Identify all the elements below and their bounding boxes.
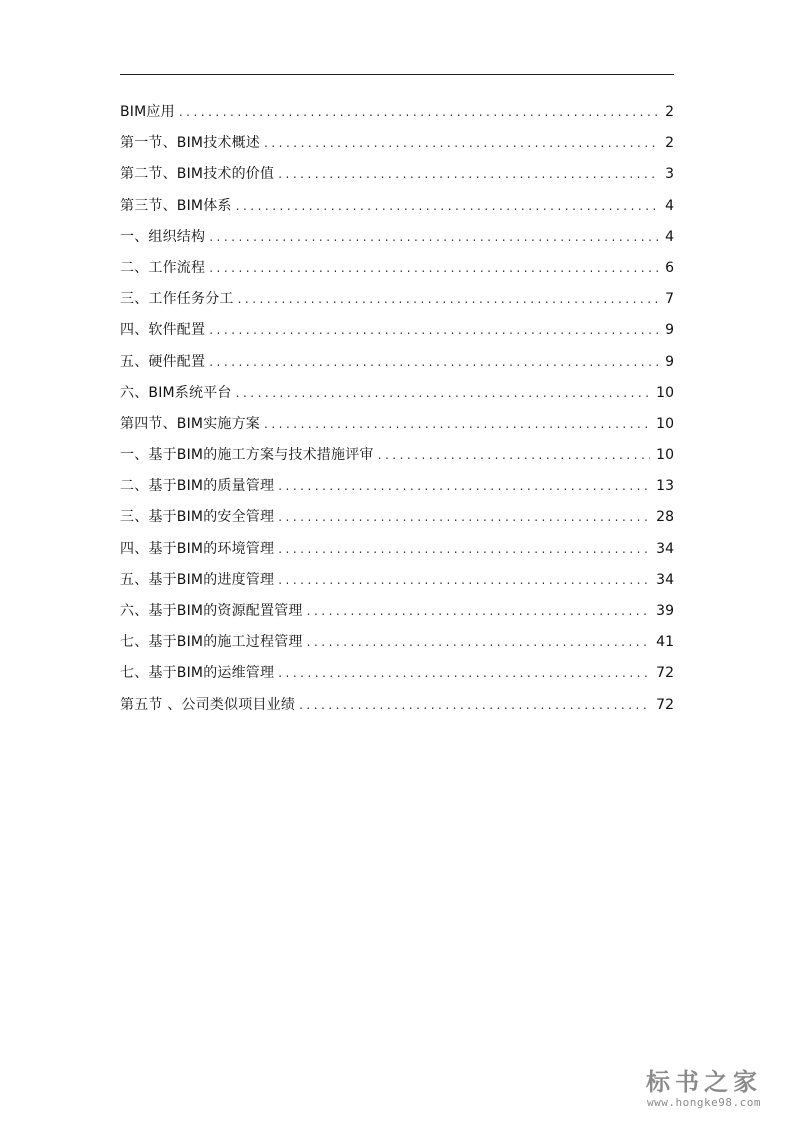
toc-entry-page: 3 — [665, 166, 674, 183]
toc-entry-title: 一、基于BIM的施工方案与技术措施评审 — [120, 447, 374, 464]
toc-entry-title: 二、工作流程 — [120, 259, 206, 276]
toc-entry-page: 6 — [665, 259, 674, 276]
table-of-contents — [120, 98, 674, 722]
toc-entry[interactable] — [120, 348, 674, 379]
toc-dot-leader — [264, 410, 650, 438]
toc-dot-leader — [278, 472, 650, 500]
toc-dot-leader — [209, 348, 658, 376]
toc-entry[interactable] — [120, 98, 674, 129]
toc-dot-leader — [299, 691, 650, 719]
toc-entry-title: 四、基于BIM的环境管理 — [120, 540, 275, 557]
toc-dot-leader — [307, 628, 651, 656]
toc-entry-page: 28 — [656, 509, 674, 526]
toc-dot-leader — [278, 566, 650, 594]
toc-entry[interactable] — [120, 535, 674, 566]
toc-entry[interactable] — [120, 379, 674, 410]
toc-entry-page: 72 — [656, 696, 674, 713]
toc-dot-leader — [307, 597, 651, 625]
toc-dot-leader — [378, 441, 651, 469]
toc-entry-title: 四、软件配置 — [120, 322, 206, 339]
toc-entry[interactable] — [120, 129, 674, 160]
toc-entry[interactable] — [120, 316, 674, 347]
toc-entry-page: 41 — [656, 634, 674, 651]
toc-entry[interactable] — [120, 659, 674, 690]
toc-entry-page: 39 — [656, 603, 674, 619]
toc-entry-page: 10 — [656, 384, 674, 401]
toc-entry-page: 10 — [656, 447, 674, 464]
toc-dot-leader — [179, 98, 658, 126]
toc-dot-leader — [209, 223, 658, 251]
watermark-logo: 标书之家 — [646, 1067, 762, 1096]
toc-entry-page: 2 — [665, 104, 674, 120]
toc-entry-title: 六、基于BIM的资源配置管理 — [120, 603, 303, 619]
toc-dot-leader — [236, 192, 658, 220]
toc-entry[interactable] — [120, 285, 674, 316]
toc-entry-title: 第四节、BIM实施方案 — [120, 415, 261, 432]
toc-dot-leader — [209, 316, 658, 344]
toc-entry[interactable] — [120, 566, 674, 597]
toc-dot-leader — [209, 254, 658, 282]
toc-entry[interactable] — [120, 628, 674, 659]
toc-entry[interactable] — [120, 160, 674, 191]
toc-entry-title: 第三节、BIM体系 — [120, 197, 232, 214]
toc-entry[interactable] — [120, 192, 674, 223]
toc-entry-title: 六、BIM系统平台 — [120, 384, 232, 401]
toc-entry-page: 4 — [665, 228, 674, 245]
toc-entry[interactable] — [120, 472, 674, 503]
toc-entry[interactable] — [120, 441, 674, 472]
header-rule — [120, 74, 674, 75]
toc-entry-title: 第二节、BIM技术的价值 — [120, 166, 275, 183]
watermark-url: www.hongke98.com — [647, 1096, 761, 1109]
toc-entry-title: 三、基于BIM的安全管理 — [120, 509, 275, 526]
toc-entry-title: 五、硬件配置 — [120, 353, 206, 370]
toc-entry[interactable] — [120, 691, 674, 722]
toc-entry-page: 9 — [665, 353, 674, 370]
toc-entry-page: 9 — [665, 322, 674, 339]
toc-dot-leader — [238, 285, 658, 313]
toc-dot-leader — [278, 659, 650, 687]
site-watermark — [629, 1068, 779, 1110]
toc-entry-title: 七、基于BIM的施工过程管理 — [120, 634, 303, 651]
toc-entry-page: 72 — [656, 665, 674, 682]
toc-entry-title: 第五节 、公司类似项目业绩 — [120, 696, 296, 713]
toc-entry-page: 13 — [656, 478, 674, 495]
toc-entry-title: 七、基于BIM的运维管理 — [120, 665, 275, 682]
toc-entry[interactable] — [120, 254, 674, 285]
toc-entry[interactable] — [120, 410, 674, 441]
toc-entry-page: 34 — [656, 571, 674, 588]
toc-entry-title: 五、基于BIM的进度管理 — [120, 571, 275, 588]
toc-entry[interactable] — [120, 597, 674, 628]
toc-entry-title: BIM应用 — [120, 104, 175, 120]
toc-dot-leader — [278, 160, 658, 188]
toc-entry-title: 第一节、BIM技术概述 — [120, 135, 261, 152]
toc-entry-page: 34 — [656, 540, 674, 557]
toc-entry-title: 一、组织结构 — [120, 228, 206, 245]
toc-entry-page: 7 — [665, 291, 674, 308]
toc-dot-leader — [278, 503, 650, 531]
toc-entry-page: 10 — [656, 415, 674, 432]
toc-entry-page: 2 — [665, 135, 674, 152]
toc-entry-title: 三、工作任务分工 — [120, 291, 234, 308]
toc-dot-leader — [264, 129, 658, 157]
toc-dot-leader — [236, 379, 651, 407]
toc-entry[interactable] — [120, 503, 674, 534]
toc-entry-title: 二、基于BIM的质量管理 — [120, 478, 275, 495]
toc-entry[interactable] — [120, 223, 674, 254]
toc-entry-page: 4 — [665, 197, 674, 214]
toc-dot-leader — [278, 535, 650, 563]
